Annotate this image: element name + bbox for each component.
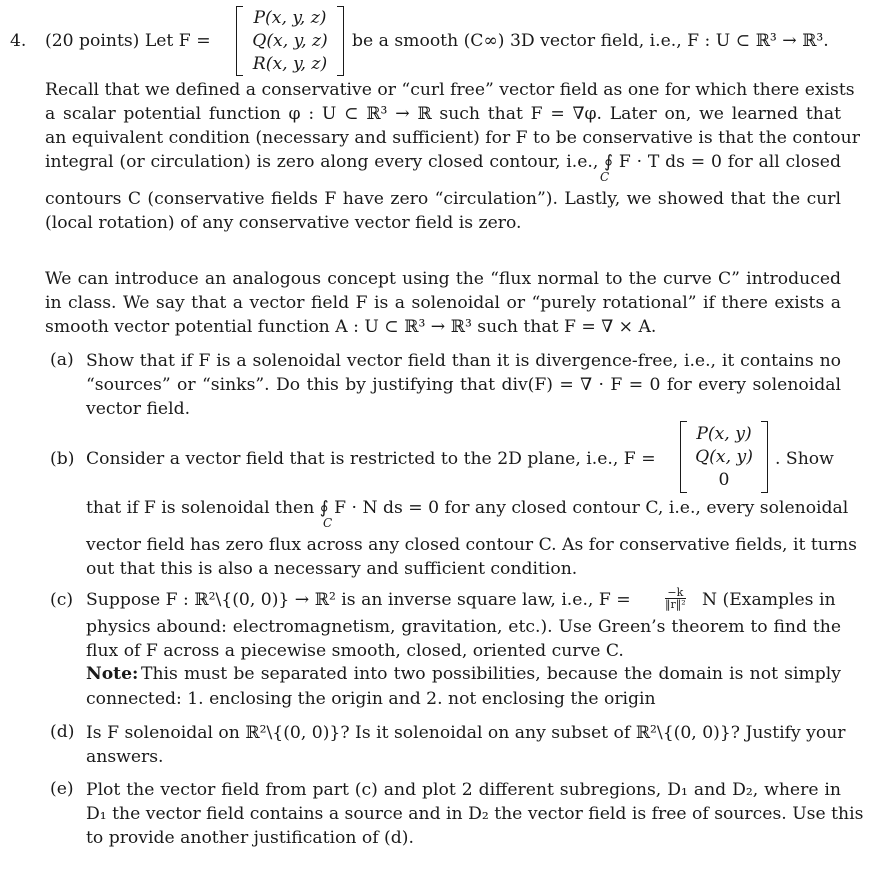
part-d-line: Is F solenoidal on ℝ²\{(0, 0)}? Is it solenoidal on any subset of ℝ²\{(0, 0)}? Justify your	[86, 723, 846, 743]
note-line: connected: 1. enclosing the origin and 2. not enclosing the origin	[86, 689, 656, 709]
part-b-tail: . Show	[775, 449, 834, 469]
para2-line: smooth vector potential function A : U ⊂ ℝ³ → ℝ³ such that F = ∇ × A.	[45, 317, 657, 337]
note-label: Note:	[86, 664, 139, 684]
contour-subscript: C	[323, 516, 333, 530]
part-label: (c)	[50, 590, 74, 610]
para1-line: integral (or circulation) is zero along every closed contour, i.e., ∮ F · T ds = 0 for all closed	[45, 152, 841, 172]
para1-line: a scalar potential function φ : U ⊂ ℝ³ → ℝ such that F = ∇φ. Later on, we learned that	[45, 104, 841, 124]
part-b-line: that if F is solenoidal then ∮ F · N ds = 0 for any closed contour C, i.e., every solenoidal	[86, 498, 849, 518]
problem-intro: (20 points) Let F =	[45, 31, 211, 51]
matrix-3d	[236, 6, 344, 76]
problem-intro-tail: be a smooth (C∞) 3D vector field, i.e., F : U ⊂ ℝ³ → ℝ³.	[352, 31, 829, 51]
para1-line: an equivalent condition (necessary and sufficient) for F to be conservative is that the contour	[45, 128, 860, 148]
part-label: (e)	[50, 779, 74, 799]
fraction-denominator: ‖r‖²	[665, 598, 686, 611]
part-label: (a)	[50, 350, 74, 370]
matrix-2d	[680, 421, 768, 493]
part-b-line: vector field has zero flux across any closed contour C. As for conservative fields, it turns	[86, 535, 857, 555]
part-c-line: flux of F across a piecewise smooth, closed, oriented curve C.	[86, 641, 624, 661]
para1-line: (local rotation) of any conservative vector field is zero.	[45, 213, 522, 233]
part-a-line: “sources” or “sinks”. Do this by justifying that div(F) = ∇ · F = 0 for every solenoidal	[86, 375, 841, 395]
note-line: This must be separated into two possibilities, because the domain is not simply	[141, 664, 841, 684]
part-a-line: vector field.	[86, 399, 191, 419]
part-c-line1b: N (Examples in	[702, 590, 836, 610]
matrix-row-q: Q(x, y, z)	[252, 31, 328, 51]
matrix-row-q: Q(x, y)	[695, 447, 753, 467]
para2-line: We can introduce an analogous concept using the “flux normal to the curve C” introduced	[45, 269, 841, 289]
part-e-line: Plot the vector field from part (c) and plot 2 different subregions, D₁ and D₂, where in	[86, 780, 841, 800]
contour-subscript: C	[600, 170, 610, 184]
part-c-line: physics abound: electromagnetism, gravitation, etc.). Use Green’s theorem to find the	[86, 617, 841, 637]
matrix-row-p: P(x, y)	[696, 424, 752, 444]
para1-line: Recall that we defined a conservative or “curl free” vector field as one for which there exists	[45, 80, 855, 100]
part-label: (b)	[50, 449, 75, 469]
part-e-line: D₁ the vector field contains a source and in D₂ the vector field is free of sources. Use this	[86, 804, 864, 824]
matrix-row-zero: 0	[718, 470, 730, 490]
part-b-intro: Consider a vector field that is restricted to the 2D plane, i.e., F =	[86, 449, 656, 469]
para2-line: in class. We say that a vector field F is a solenoidal or “purely rotational” if there exists a	[45, 293, 841, 313]
part-b-line: out that this is also a necessary and sufficient condition.	[86, 559, 578, 579]
matrix-row-p: P(x, y, z)	[253, 8, 327, 28]
para1-line: contours C (conservative fields F have zero “circulation”). Lastly, we showed that the curl	[45, 189, 841, 209]
fraction-numerator: −k	[665, 587, 686, 599]
part-label: (d)	[50, 722, 75, 742]
matrix-row-r: R(x, y, z)	[252, 54, 328, 74]
inverse-square-fraction	[663, 587, 688, 610]
part-c-line1a: Suppose F : ℝ²\{(0, 0)} → ℝ² is an inverse square law, i.e., F =	[86, 590, 631, 610]
part-a-line: Show that if F is a solenoidal vector field than it is divergence-free, i.e., it contains no	[86, 351, 841, 371]
part-e-line: to provide another justification of (d).	[86, 828, 414, 848]
problem-number: 4.	[10, 31, 27, 51]
part-d-line: answers.	[86, 747, 164, 767]
